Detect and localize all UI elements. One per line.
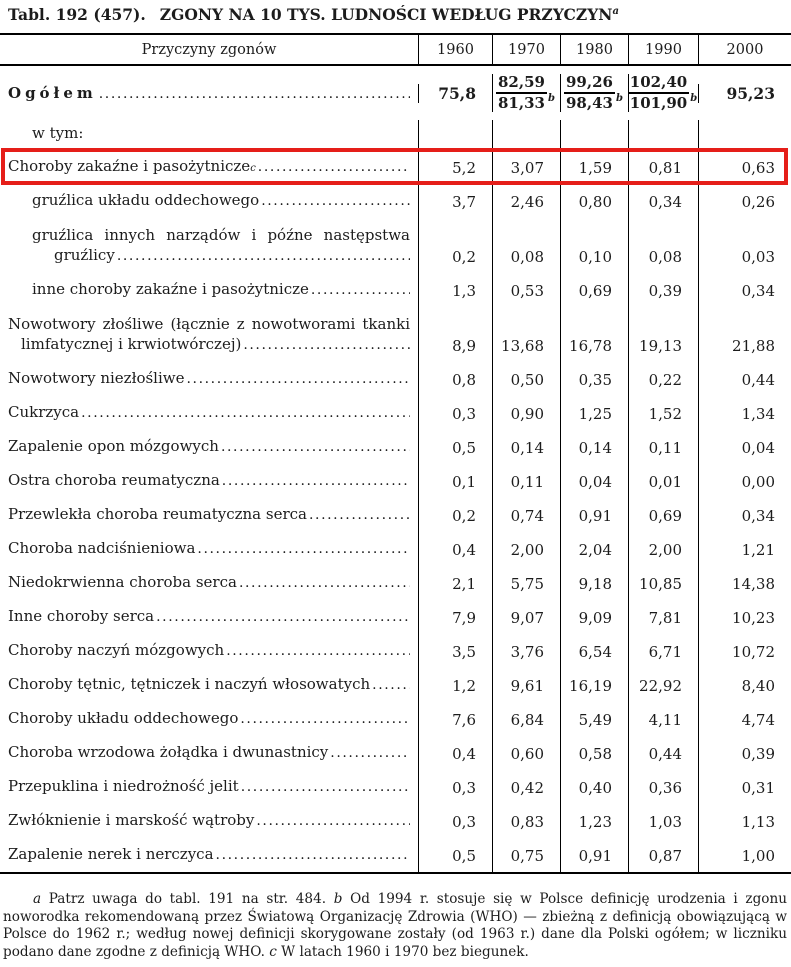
statistics-table [0, 33, 791, 874]
value-cell: 0,35 [560, 362, 628, 396]
value-cell: 0,2 [418, 218, 492, 273]
value-cell: 10,72 [698, 634, 791, 668]
table-row [0, 184, 791, 218]
dot-leader [226, 640, 410, 661]
cause-label: Zapalenie opon mózgowych [8, 437, 219, 455]
cause-label: Cukrzyca [8, 403, 80, 421]
table-row [0, 498, 791, 532]
value-cell [560, 120, 628, 150]
fraction-numerator: 82,59 [496, 74, 547, 94]
value-cell: 0,36 [628, 770, 698, 804]
dot-leader [81, 402, 410, 423]
value-cell: 0,90 [492, 396, 560, 430]
table-row [0, 396, 791, 430]
cause-label: Przepuklina i niedrożność jelit [8, 777, 239, 795]
value-cell: 7,6 [418, 702, 492, 736]
value-cell: 3,7 [418, 184, 492, 218]
value-cell: 0,5 [418, 838, 492, 872]
value-cell: 1,59 [560, 150, 628, 184]
value-cell: 1,03 [628, 804, 698, 838]
fraction-denominator: 98,43 [566, 94, 613, 112]
cause-cell [0, 273, 418, 307]
table-row [0, 838, 791, 872]
value-cell: 0,58 [560, 736, 628, 770]
value-cell: 14,38 [698, 566, 791, 600]
value-cell: 0,39 [628, 273, 698, 307]
footnote-text: Patrz uwaga do tabl. 191 na str. 484. [41, 891, 334, 907]
footnote-letter: c [269, 943, 277, 960]
value-cell: 1,3 [418, 273, 492, 307]
table-row [0, 668, 791, 702]
cause-cell [0, 702, 418, 736]
value-cell: 16,78 [560, 307, 628, 362]
value-cell: 0,31 [698, 770, 791, 804]
table-row [0, 362, 791, 396]
cause-cell [0, 668, 418, 702]
value-cell: 0,91 [560, 838, 628, 872]
value-cell: 0,34 [628, 184, 698, 218]
fraction-value [564, 74, 623, 112]
header-causes: Przyczyny zgonów [141, 41, 277, 58]
footnote-text: Od 1994 r. stosuje się w Polsce definicję urodzenia i zgonu noworodka rekomendowaną przez Światową Organizację Zdrowia (WHO) — zbieżną z definicją obowiązującą w Polsce do 1962 r.; według nowej definicji skorygowane zostały (od 1963 r.) dane dla Polski ogółem; w liczniku podano dane zgodne z definicją WHO. [3, 891, 787, 960]
value-cell: 3,07 [492, 150, 560, 184]
header-year-1980: 1980 [560, 35, 628, 64]
dot-leader [261, 190, 410, 211]
cause-label: Ostra choroba reumatyczna [8, 471, 220, 489]
value-cell: 0,14 [560, 430, 628, 464]
value-cell: 0,63 [698, 150, 791, 184]
table-row [0, 532, 791, 566]
value-cell: 0,4 [418, 532, 492, 566]
cause-cell [0, 770, 418, 804]
value-cell: 2,04 [560, 532, 628, 566]
footnote-marker-b: b [690, 92, 698, 104]
dot-leader [256, 810, 410, 831]
value-cell: 0,74 [492, 498, 560, 532]
value-cell: 1,25 [560, 396, 628, 430]
dot-leader [243, 334, 410, 355]
cause-label: Choroby układu oddechowego [8, 709, 239, 727]
value-cell: 16,19 [560, 668, 628, 702]
value-cell: 13,68 [492, 307, 560, 362]
value-cell: 5,2 [418, 150, 492, 184]
cause-label: Inne choroby serca [8, 607, 155, 625]
value-cell: 1,34 [698, 396, 791, 430]
value-cell: 0,50 [492, 362, 560, 396]
cause-label: gruźlica układu oddechowego [32, 191, 260, 209]
fraction-denominator: 101,90 [629, 94, 688, 112]
value-cell: 21,88 [698, 307, 791, 362]
value-cell: 0,22 [628, 362, 698, 396]
page-title [8, 5, 787, 24]
dot-leader [309, 504, 410, 525]
cause-label: Zwłóknienie i marskość wątroby [8, 811, 255, 829]
value-cell [418, 120, 492, 150]
cause-label: Ogółem [8, 83, 97, 102]
value-cell: 0,81 [628, 150, 698, 184]
value-cell: 0,14 [492, 430, 560, 464]
dot-leader [156, 606, 410, 627]
table-row [0, 218, 791, 273]
table-row [0, 307, 791, 362]
value-cell: 0,3 [418, 804, 492, 838]
header-year-1960: 1960 [418, 35, 492, 64]
cause-label: inne choroby zakaźne i pasożytnicze [32, 280, 309, 298]
cause-cell [0, 498, 418, 532]
value-cell: 0,8 [418, 362, 492, 396]
value-cell: 9,07 [492, 600, 560, 634]
value-cell: 0,42 [492, 770, 560, 804]
cause-label: Choroby tętnic, tętniczek i naczyń włosowatych [8, 675, 371, 693]
value-cell: 0,04 [698, 430, 791, 464]
value-cell: 9,09 [560, 600, 628, 634]
cause-cell [0, 120, 418, 150]
cause-cell [0, 736, 418, 770]
value-cell: 0,1 [418, 464, 492, 498]
value-cell: 0,11 [628, 430, 698, 464]
value-cell: 0,08 [628, 218, 698, 273]
cause-label: Choroba nadciśnieniowa [8, 539, 196, 557]
table-row [0, 273, 791, 307]
value-cell [492, 74, 560, 112]
cause-cell [0, 307, 418, 362]
footnote-letter: b [333, 891, 343, 907]
cause-cell [0, 362, 418, 396]
cause-cell: Choroby zakaźne i pasożytnicze c ..... [0, 150, 418, 184]
cause-cell [0, 464, 418, 498]
cause-cell [0, 600, 418, 634]
dot-leader [239, 572, 410, 593]
value-cell [628, 74, 698, 112]
value-cell: 10,23 [698, 600, 791, 634]
value-cell: 0,11 [492, 464, 560, 498]
dot-leader [117, 245, 410, 266]
value-cell: 1,00 [698, 838, 791, 872]
dot-leader [99, 83, 410, 104]
value-cell: 3,5 [418, 634, 492, 668]
value-cell: 0,44 [628, 736, 698, 770]
dot-leader [311, 279, 410, 300]
value-cell: 10,85 [628, 566, 698, 600]
cause-label: Nowotwory złośliwe (łącznie z nowotworami tkanki [8, 315, 410, 333]
table-body [0, 66, 791, 872]
cause-cell [0, 532, 418, 566]
value-cell: 0,26 [698, 184, 791, 218]
value-cell: 2,46 [492, 184, 560, 218]
value-cell: 0,40 [560, 770, 628, 804]
value-cell: 1,21 [698, 532, 791, 566]
dot-leader [221, 436, 410, 457]
cause-cell [0, 430, 418, 464]
fraction-numerator: 99,26 [564, 74, 615, 94]
table-row [0, 566, 791, 600]
dot-leader [330, 742, 410, 763]
header-year-1990: 1990 [628, 35, 698, 64]
table-row [0, 702, 791, 736]
header-year-2000: 2000 [698, 35, 791, 64]
value-cell: 0,39 [698, 736, 791, 770]
cause-label: Choroby zakaźne i pasożytnicze [8, 157, 251, 175]
value-cell: 0,2 [418, 498, 492, 532]
cause-label: gruźlica innych narządów i późne następstwa [32, 226, 410, 244]
cause-label: gruźlicy [54, 246, 115, 264]
value-cell: 7,9 [418, 600, 492, 634]
value-cell: 5,49 [560, 702, 628, 736]
header-year-1970: 1970 [492, 35, 560, 64]
footnote-marker-a: a [612, 5, 619, 17]
value-cell [560, 74, 628, 112]
cause-label: Niedokrwienna choroba serca [8, 573, 237, 591]
value-cell: 8,9 [418, 307, 492, 362]
value-cell: 0,34 [698, 273, 791, 307]
table-row [0, 770, 791, 804]
value-cell: 19,13 [628, 307, 698, 362]
cause-label: Przewlekła choroba reumatyczna serca [8, 505, 307, 523]
value-cell: 5,75 [492, 566, 560, 600]
value-cell: 1,52 [628, 396, 698, 430]
footnote-marker-b: b [615, 92, 623, 104]
value-cell: 0,01 [628, 464, 698, 498]
value-cell [492, 120, 560, 150]
value-cell: 4,74 [698, 702, 791, 736]
cause-cell [0, 396, 418, 430]
table-row [0, 430, 791, 464]
cause-cell [0, 634, 418, 668]
value-cell: 0,3 [418, 770, 492, 804]
value-cell: 0,60 [492, 736, 560, 770]
table-row [0, 634, 791, 668]
dot-leader [216, 844, 410, 865]
cause-label: Zapalenie nerek i nerczyca [8, 845, 214, 863]
value-cell: 0,44 [698, 362, 791, 396]
value-cell: 0,04 [560, 464, 628, 498]
value-cell: 0,5 [418, 430, 492, 464]
value-cell: 0,4 [418, 736, 492, 770]
value-cell: 6,54 [560, 634, 628, 668]
dot-leader [241, 776, 410, 797]
value-cell: 9,18 [560, 566, 628, 600]
value-cell: 2,1 [418, 566, 492, 600]
table-row-highlighted [0, 150, 791, 184]
cause-cell [0, 838, 418, 872]
value-cell: 7,81 [628, 600, 698, 634]
footnote-marker-b: b [547, 92, 555, 104]
cause-label: Choroba wrzodowa żołądka i dwunastnicy [8, 743, 329, 761]
cause-label: Choroby naczyń mózgowych [8, 641, 225, 659]
dot-leader [240, 708, 410, 729]
fraction-denominator: 81,33 [498, 94, 545, 112]
footnote [3, 891, 787, 961]
table-row [0, 804, 791, 838]
cause-cell [0, 566, 418, 600]
footnote-letter: a [33, 891, 42, 907]
value-cell: 2,00 [628, 532, 698, 566]
table-number: Tabl. 192 (457). [8, 5, 146, 24]
value-cell: 0,53 [492, 273, 560, 307]
fraction-numerator: 102,40 [628, 74, 689, 94]
value-cell: 0,03 [698, 218, 791, 273]
fraction-value [496, 74, 555, 112]
value-cell: 6,84 [492, 702, 560, 736]
table-row [0, 464, 791, 498]
dot-leader [197, 538, 410, 559]
value-cell: 0,87 [628, 838, 698, 872]
value-cell: 6,71 [628, 634, 698, 668]
value-cell: 0,3 [418, 396, 492, 430]
value-cell: 0,69 [628, 498, 698, 532]
value-cell: 75,8 [418, 84, 492, 103]
cause-cell [0, 184, 418, 218]
cause-cell [0, 804, 418, 838]
value-cell: 9,61 [492, 668, 560, 702]
value-cell: 0,75 [492, 838, 560, 872]
value-cell: 0,08 [492, 218, 560, 273]
value-cell: 4,11 [628, 702, 698, 736]
cause-label: limfatycznej i krwiotwórczej) [21, 335, 242, 353]
dot-leader [372, 674, 410, 695]
value-cell: 0,10 [560, 218, 628, 273]
value-cell: 8,40 [698, 668, 791, 702]
value-cell: 0,91 [560, 498, 628, 532]
value-cell [698, 120, 791, 150]
value-cell: 0,34 [698, 498, 791, 532]
cause-label: Nowotwory niezłośliwe [8, 369, 185, 387]
table-row [0, 66, 791, 120]
table-row [0, 120, 791, 150]
dot-leader [222, 470, 410, 491]
value-cell: 3,76 [492, 634, 560, 668]
value-cell: 0,83 [492, 804, 560, 838]
value-cell: 2,00 [492, 532, 560, 566]
value-cell [628, 120, 698, 150]
value-cell: 1,2 [418, 668, 492, 702]
value-cell: 22,92 [628, 668, 698, 702]
value-cell: 0,80 [560, 184, 628, 218]
value-cell: 1,13 [698, 804, 791, 838]
dot-leader [186, 368, 410, 389]
cause-label: w tym: [32, 124, 84, 142]
value-cell: 95,23 [698, 84, 791, 103]
cause-cell [0, 218, 418, 273]
value-cell: 1,23 [560, 804, 628, 838]
footnote-text: W latach 1960 i 1970 bez biegunek. [276, 943, 529, 960]
value-cell: 0,00 [698, 464, 791, 498]
table-row [0, 600, 791, 634]
fraction-value [628, 74, 697, 112]
table-title-text: ZGONY NA 10 TYS. LUDNOŚCI WEDŁUG PRZYCZYN [159, 5, 613, 24]
cause-cell [0, 83, 418, 104]
dot-leader [258, 156, 410, 177]
table-header-row [0, 35, 791, 66]
value-cell: 0,69 [560, 273, 628, 307]
table-row [0, 736, 791, 770]
